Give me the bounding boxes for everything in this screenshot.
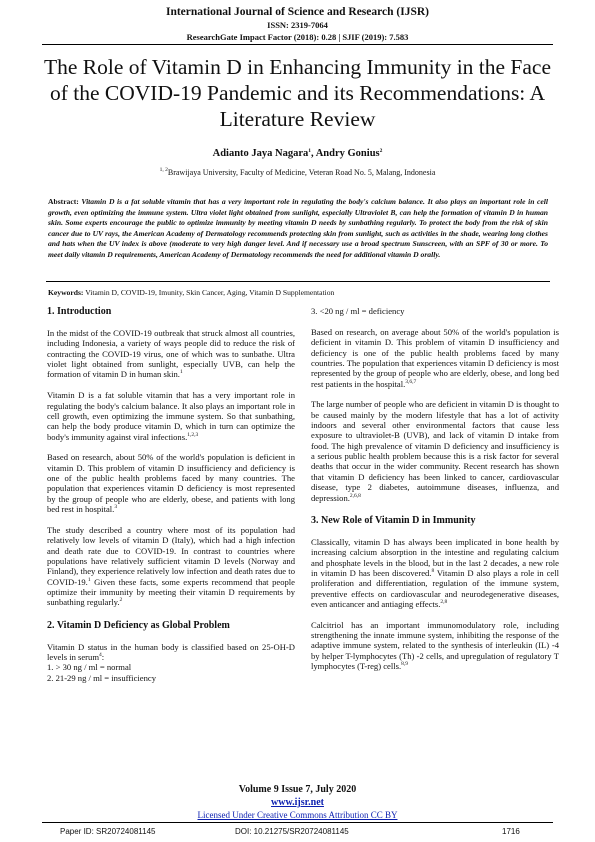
paragraph: In the midst of the COVID-19 outbreak that struck almost all countries, including Indonesia, a variety of ways people did to reduce the risk of contracting the COVID-19 virus, one of which was to sunbathe. Ultra violet light obtained from sunlight, especially UVB, can help the formation of vitamin D in human skin.$^1$ — [47, 328, 295, 380]
affiliation: $^{1, 2}$Brawijaya University, Faculty of Medicine, Veteran Road No. 5, Malang, Indonesia — [159, 167, 436, 177]
paragraph: Based on research, about 50% of the world's population is deficient in vitamin D. This problem of vitamin D insufficiency and deficiency is one of the public health problems faced by many countries. The population that experiences vitamin D deficiency is most represented by the group of people who are elderly, obese, and patients with long bed rest in hospital.$^3$ — [47, 452, 295, 515]
list-item: 2. 21-29 ng / ml = insufficiency — [47, 672, 156, 683]
author-line: Adianto Jaya Nagara$^1$, Andry Gonius$^2$ — [212, 148, 383, 159]
section-heading-new-role: 3. New Role of Vitamin D in Immunity — [311, 514, 476, 526]
issn: ISSN: 2319-7064 — [267, 20, 328, 30]
license-link[interactable]: Licensed Under Creative Commons Attribution CC BY — [197, 810, 398, 820]
paragraph: The study described a country where most of its population had relatively low levels of vitamin D (Italy), which had a high infection and death rate due to COVID-19. In contrast to countries where populations have relatively sufficient vitamin D levels (Norway and Finland), they experience relatively low infection and death rates due to COVID-19.$^1$ Given these facts, some experts recommend that people optimize their immunity by meeting their vitamin D requirements by sunbathing regularly.$^2$ — [47, 525, 295, 608]
author-2: Andry Gonius — [315, 148, 380, 159]
right-column — [311, 306, 559, 671]
author-1: Adianto Jaya Nagara — [212, 148, 309, 159]
left-column — [47, 306, 295, 683]
paragraph: Calcitriol has an important immunomodulatory role, including strengthening the innate immune system, inhibiting the response of the adaptive immune system, related to the synthesis of interleukin (IL) -4 by helper T-lymphocytes (Th) -2 cells, and upregulation of regulatory T lymphocytes (T-reg) cells.$^{8,9}$ — [311, 619, 559, 672]
footer-rule — [42, 822, 553, 823]
page-number: 1716 — [502, 827, 520, 836]
paper-title: The Role of Vitamin D in Enhancing Immunity in the Face of the COVID-19 Pandemic and its Recommendations: A Literature Review — [43, 55, 552, 131]
paragraph: The large number of people who are deficient in vitamin D is thought to be caused mainly by the modern lifestyle that has a lot of activity indoors and several other environmental factors that cause less exposure to ultraviolet-B (UVB), and lack of vitamin D intake from food. The high prevalence of vitamin D deficiency and insufficiency is a serious public health problem because this is a risk factor for several deaths that occur in the wider community. Recent research has shown that vitamin D deficiency has been linked to cancer, cardiovascular disease, type 2 diabetes, autoimmune diseases, influenza, and depression.$^{2,6,8}$ — [311, 399, 559, 503]
paragraph: Based on research, on average about 50% of the world's population is deficient in vitamin D. This problem of vitamin D insufficiency and deficiency is one of the public health problems faced by many countries. The population that experiences vitamin D deficiency is most represented by the group of people who are elderly, obese, and long bed rest patients in the hospital.$^{3,6,7}$ — [311, 326, 559, 389]
abstract-rule — [46, 281, 550, 282]
footer-issue: Volume 9 Issue 7, July 2020 — [238, 784, 357, 795]
paragraph: Vitamin D status in the human body is classified based on 25-OH-D levels in serum$^4$: — [47, 641, 295, 663]
keywords-text: Vitamin D, COVID-19, Imunity, Skin Cancer, Aging, Vitamin D Supplementation — [85, 288, 335, 297]
keywords — [48, 288, 548, 297]
paragraph: Vitamin D is a fat soluble vitamin that has a very important role in regulating the body's calcium balance. It also plays an important role in cell growth, even optimizing the immune system. So that sunbathing, can help the body produce vitamin D, which in turn can optimize the body's immunity against viral infections.$^{1,2,3}$ — [47, 390, 295, 442]
journal-name: International Journal of Science and Research (IJSR) — [165, 6, 429, 18]
keywords-label: Keywords: — [48, 288, 84, 297]
list-item: 1. > 30 ng / ml = normal — [47, 662, 132, 673]
list-item: 3. <20 ng / ml = deficiency — [311, 306, 405, 316]
paper-id: Paper ID: SR20724081145 — [60, 827, 156, 836]
paragraph: Classically, vitamin D has always been implicated in bone health by increasing calcium absorption in the intestine and regulating calcium and phosphate levels in the blood, but in the last 2 decades, a new role in vitamin D has been discovered.$^8$ Vitamin D also plays a role in cell proliferation and differentiation, regulation of the immune system, preventive effects on cardiovascular and neurodegenerative diseases, even anticancer and antiaging effects.$^{2,8}$ — [311, 536, 559, 609]
header-rule — [42, 44, 553, 45]
section-heading-introduction: 1. Introduction — [47, 306, 112, 317]
journal-website-link[interactable]: www.ijsr.net — [271, 797, 324, 808]
doi: DOI: 10.21275/SR20724081145 — [235, 827, 349, 836]
impact-factor: ResearchGate Impact Factor (2018): 0.28 | SJIF (2019): 7.583 — [186, 32, 409, 42]
abstract-label: Abstract: — [48, 197, 79, 206]
section-heading-deficiency: 2. Vitamin D Deficiency as Global Problem — [47, 619, 230, 631]
abstract-text: Vitamin D is a fat soluble vitamin that has a very important role in regulating the body's calcium balance. It also plays an important role in cell growth, even optimizing the immune system. Ultra violet light obtained from sunlight, especially Ultraviolet B, can help the formation of vitamin D in human skin. Some experts encourage the public to optimize immunity by meeting vitamin D needs by sunbathing regularly. To protect the body from the risk of skin cancer due to UV rays, the American Academy of Dermatology recommends protecting skin from sunlight, such as activities in the shade, wearing long clothes and hats when the UV index is above (moderate to very high danger level. And if necessary use a broad spectrum Sunscreen, with an SPF of 30 or more. To meet daily vitamin D requirements, American Academy of Dermatology recommends the need for additional vitamin D orally. — [48, 197, 548, 259]
abstract — [48, 197, 548, 261]
